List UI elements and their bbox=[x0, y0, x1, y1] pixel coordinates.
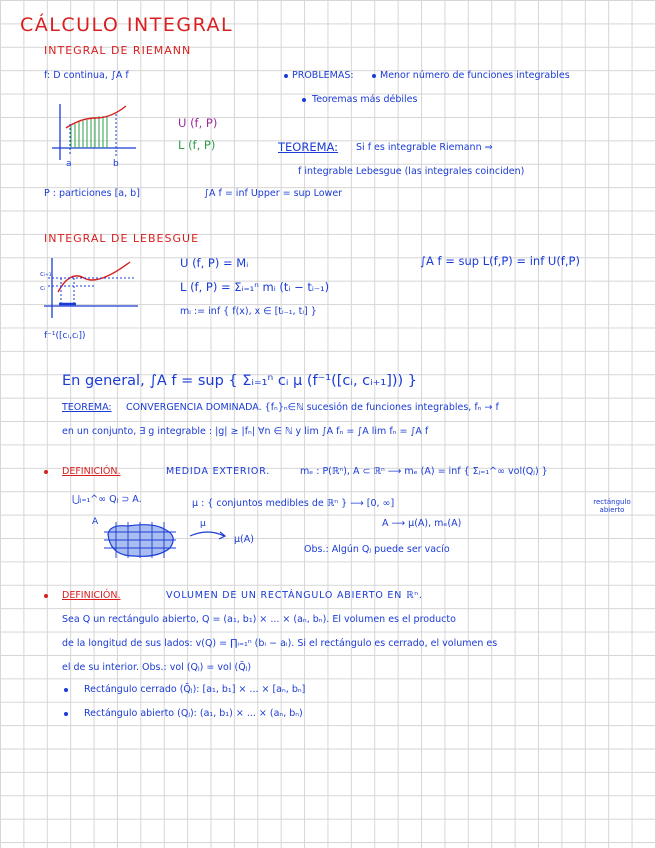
outer-measure-mu-map: A ⟶ μ(A), mₑ(A) bbox=[382, 518, 462, 529]
outer-measure-note: rectángulo abierto bbox=[593, 498, 631, 514]
volume-label: DEFINICIÓN. bbox=[62, 590, 121, 601]
volume-title: VOLUMEN DE UN RECTÁNGULO ABIERTO EN ℝⁿ. bbox=[166, 590, 423, 601]
volume-line3: el de su interior. Obs.: vol (Qⱼ) = vol (Q̄ⱼ) bbox=[62, 662, 252, 673]
lebesgue-u-def: U (f, P) = Mᵢ bbox=[180, 256, 249, 270]
volume-line2: de la longitud de sus lados: v(Q) = ∏ᵢ₌₁ⁿ (bᵢ − aᵢ). Si el rectángulo es cerrado, el volumen es bbox=[62, 638, 498, 649]
dominated-theorem-label: TEOREMA: bbox=[62, 402, 112, 413]
riemann-theorem-line1: Si f es integrable Riemann ⇒ bbox=[356, 142, 493, 153]
mu-arrow-icon bbox=[188, 530, 228, 542]
page-title: CÁLCULO INTEGRAL bbox=[20, 14, 234, 36]
lebesgue-sup-inf: ∫A f = sup L(f,P) = inf U(f,P) bbox=[420, 254, 580, 268]
lebesgue-l-def: L (f, P) = Σᵢ₌₁ⁿ mᵢ (tᵢ − tᵢ₋₁) bbox=[180, 280, 330, 294]
riemann-graph bbox=[46, 100, 156, 170]
riemann-inf-sup: ∫A f = inf Upper = sup Lower bbox=[204, 188, 343, 199]
problem-1: Menor número de funciones integrables bbox=[380, 70, 570, 81]
riemann-theorem-line2: f integrable Lebesgue (las integrales coinciden) bbox=[298, 166, 525, 177]
outer-measure-title: MEDIDA EXTERIOR. bbox=[166, 466, 271, 477]
dominated-theorem-text: CONVERGENCIA DOMINADA. {fₙ}ₙ∈ℕ sucesión de funciones integrables, fₙ → f bbox=[126, 402, 499, 413]
lebesgue-graph-caption: f⁻¹([cᵢ,cᵢ]) bbox=[44, 331, 86, 341]
riemann-bars bbox=[71, 116, 107, 148]
volume-open: Rectángulo abierto (Qⱼ): (a₁, b₁) × ... × (aₙ, bₙ) bbox=[84, 708, 303, 719]
riemann-heading: INTEGRAL DE RIEMANN bbox=[44, 44, 192, 57]
outer-measure-mu: μ : { conjuntos medibles de ℝⁿ } ⟶ [0, ∞] bbox=[192, 498, 395, 509]
riemann-upper: U (f, P) bbox=[178, 116, 218, 130]
outer-measure-obs: Obs.: Algún Qⱼ puede ser vacío bbox=[304, 544, 450, 555]
riemann-lower: L (f, P) bbox=[178, 138, 216, 152]
riemann-label-b: b bbox=[113, 159, 119, 169]
problems-label: PROBLEMAS: bbox=[292, 70, 354, 81]
lebesgue-label-c: cᵢ bbox=[40, 284, 46, 292]
mu-arrow-label: μ bbox=[200, 519, 206, 529]
lebesgue-m-def: mᵢ := inf { f(x), x ∈ [tᵢ₋₁, tᵢ] } bbox=[180, 306, 317, 317]
mu-of-a: μ(A) bbox=[234, 534, 254, 545]
riemann-line1: f: D continua, ∫A f bbox=[44, 70, 129, 81]
outer-measure-label: DEFINICIÓN. bbox=[62, 466, 121, 477]
dominated-theorem-line2: en un conjunto, ∃ g integrable : |g| ≥ |fₙ| ∀n ∈ ℕ y lim ∫A fₙ = ∫A lim fₙ = ∫A f bbox=[62, 426, 429, 437]
lebesgue-label-c1: cᵢ₊₁ bbox=[40, 270, 52, 278]
outer-measure-def: mₑ : P(ℝⁿ), A ⊂ ℝⁿ ⟶ mₑ (A) = inf { Σⱼ₌₁^∞ vol(Qⱼ) } bbox=[300, 466, 548, 477]
lebesgue-heading: INTEGRAL DE LEBESGUE bbox=[44, 232, 200, 245]
set-a-label: A bbox=[92, 517, 99, 527]
riemann-label-a: a bbox=[66, 159, 72, 169]
riemann-theorem-label: TEOREMA: bbox=[278, 140, 339, 154]
problem-2: Teoremas más débiles bbox=[312, 94, 418, 105]
riemann-partitions: P : particiones [a, b] bbox=[44, 188, 140, 199]
covered-set-icon bbox=[104, 522, 184, 562]
volume-line1: Sea Q un rectángulo abierto, Q = (a₁, b₁) × ... × (aₙ, bₙ). El volumen es el producto bbox=[62, 614, 456, 625]
lebesgue-general: En general, ∫A f = sup { Σᵢ₌₁ⁿ cᵢ μ (f⁻¹([cᵢ, cᵢ₊₁])) } bbox=[62, 373, 418, 389]
volume-closed: Rectángulo cerrado (Q̄ⱼ): [a₁, b₁] × ... × [aₙ, bₙ] bbox=[84, 684, 306, 695]
outer-measure-cover: ⋃ⱼ₌₁^∞ Qⱼ ⊃ A. bbox=[72, 494, 142, 505]
lebesgue-graph bbox=[34, 256, 144, 326]
